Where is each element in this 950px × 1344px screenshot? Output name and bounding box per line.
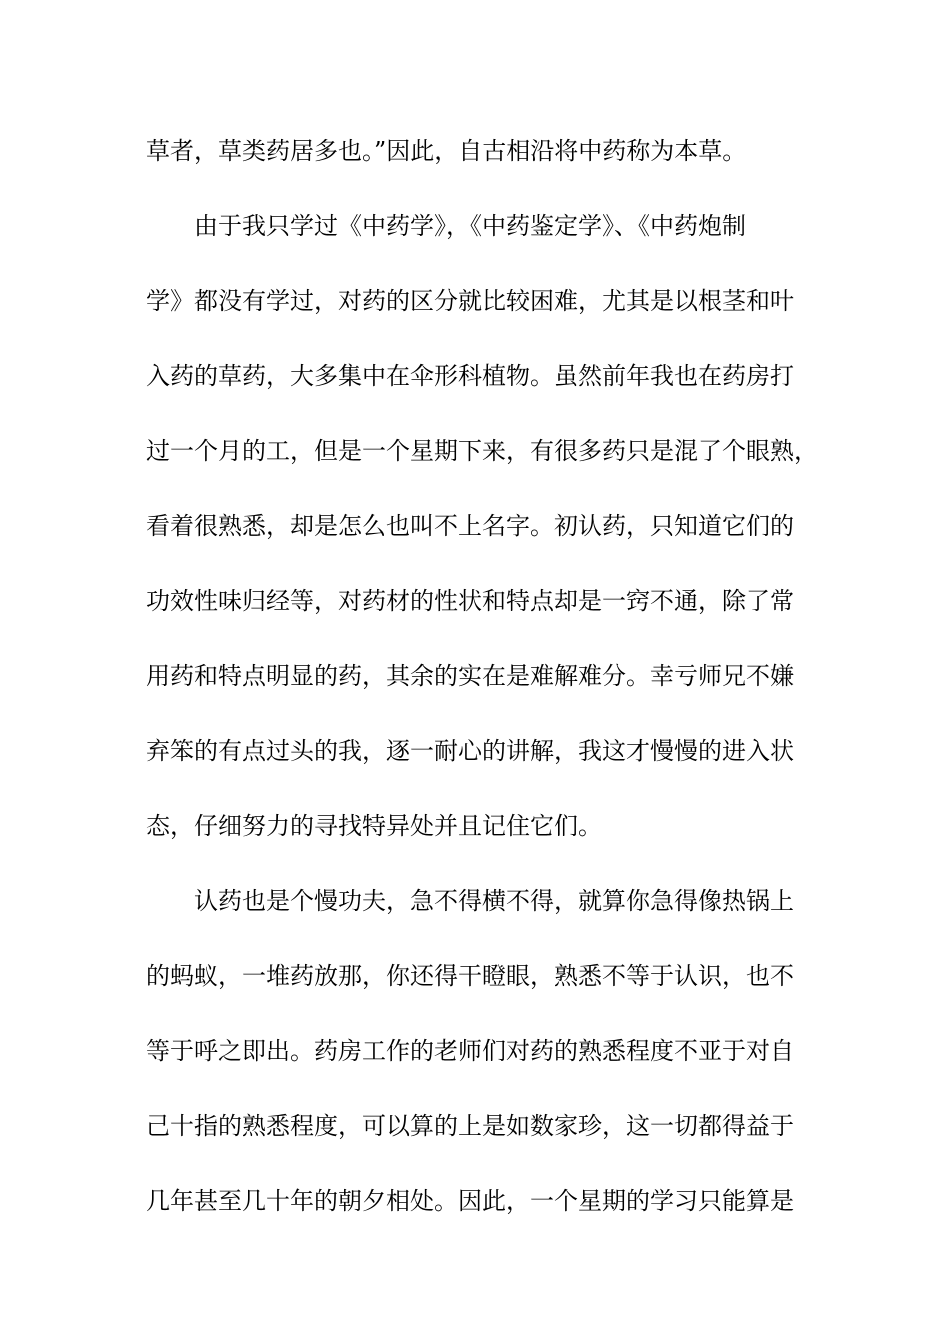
text-line: 己十指的熟悉程度，可以算的上是如数家珍，这一切都得益于 [146, 1112, 794, 1140]
text-line: 看着很熟悉，却是怎么也叫不上名字。初认药，只知道它们的 [146, 512, 794, 540]
text-line: 草者，草类药居多也。”因此，自古相沿将中药称为本草。 [146, 137, 747, 165]
text-line: 学》都没有学过，对药的区分就比较困难，尤其是以根茎和叶 [146, 287, 794, 315]
text-line: 弃笨的有点过头的我，逐一耐心的讲解，我这才慢慢的进入状 [146, 737, 794, 765]
text-line: 用药和特点明显的药，其余的实在是难解难分。幸亏师兄不嫌 [146, 662, 794, 690]
paragraph-start-line: 由于我只学过《中药学》，《中药鉴定学》、《中药炮制 [194, 212, 746, 240]
text-line: 过一个月的工，但是一个星期下来，有很多药只是混了个眼熟， [146, 437, 818, 465]
text-line: 的蚂蚁，一堆药放那，你还得干瞪眼，熟悉不等于认识，也不 [146, 962, 794, 990]
text-line: 态，仔细努力的寻找特异处并且记住它们。 [146, 812, 602, 840]
text-line: 几年甚至几十年的朝夕相处。因此，一个星期的学习只能算是 [146, 1187, 794, 1215]
paragraph-start-line: 认药也是个慢功夫，急不得横不得，就算你急得像热锅上 [194, 887, 794, 915]
text-line: 入药的草药，大多集中在伞形科植物。虽然前年我也在药房打 [146, 362, 794, 390]
text-line: 功效性味归经等，对药材的性状和特点却是一窍不通，除了常 [146, 587, 794, 615]
text-line: 等于呼之即出。药房工作的老师们对药的熟悉程度不亚于对自 [146, 1037, 794, 1065]
